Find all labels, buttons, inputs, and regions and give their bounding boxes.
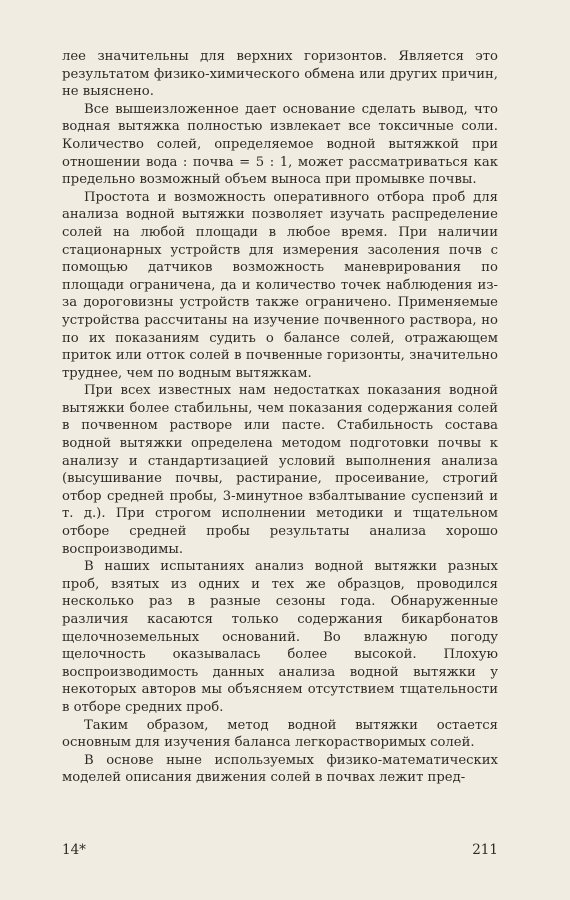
paragraph-1: лее значительны для верхних горизонтов. Является это результатом физико-химического обмена или других причин, не выяснено. <box>62 49 498 100</box>
paragraph-7: В основе ныне используемых физико-математических моделей описания движения солей в почвах лежит пред- <box>62 752 498 786</box>
paragraph-2: Все вышеизложенное дает основание сделать вывод, что водная вытяжка полностью извлекает все токсичные соли. Количество солей, определяемое водной вытяжкой при отношении вода : почва = 5 : 1, может рассматриваться как предельно возможный объем выноса при промывке почвы. <box>62 101 498 188</box>
paragraph-4: При всех известных нам недостатках показания водной вытяжки более стабильны, чем показания содержания солей в почвенном растворе или пасте. Стабильность состава водной вытяжки определена методом подготовки почвы к анализу и стандартизацией условий выполнения анализа (высушивание почвы, растирание, просеивание, строгий отбор средней пробы, 3-минутное взбалтывание суспензий и т. д.). При строгом исполнении методики и тщательном отборе средней пробы результаты анализа хорошо воспроизводимы. <box>62 383 498 557</box>
signature-mark: 14* <box>62 842 86 858</box>
page-footer <box>62 842 498 862</box>
paragraph-3: Простота и возможность оперативного отбора проб для анализа водной вытяжки позволяет изучать распределение солей на любой площади в любое время. При наличии стационарных устройств для измерения засоления почв с помощью датчиков возможность маневрирования по площади ограничена, да и количество точек наблюдения из-за дороговизны устройств также ограничено. Применяемые устройства рассчитаны на изучение почвенного раствора, но по их показаниям судить о балансе солей, отражающем приток или отток солей в почвенные горизонты, значительно труднее, чем по водным вытяжкам. <box>62 189 498 381</box>
paragraph-5: В наших испытаниях анализ водной вытяжки разных проб, взятых из одних и тех же образцов, проводился несколько раз в разные сезоны года. Обнаруженные различия касаются только содержания бикарбонатов щелочноземельных оснований. Во влажную погоду щелочность оказывалась более высокой. Плохую воспроизводимость данных анализа водной вытяжки у некоторых авторов мы объясняем отсутствием тщательности в отборе средних проб. <box>62 559 498 715</box>
page-number: 211 <box>472 842 498 858</box>
paragraph-6: Таким образом, метод водной вытяжки остается основным для изучения баланса легкорастворимых солей. <box>62 717 498 751</box>
body-text <box>62 48 498 787</box>
